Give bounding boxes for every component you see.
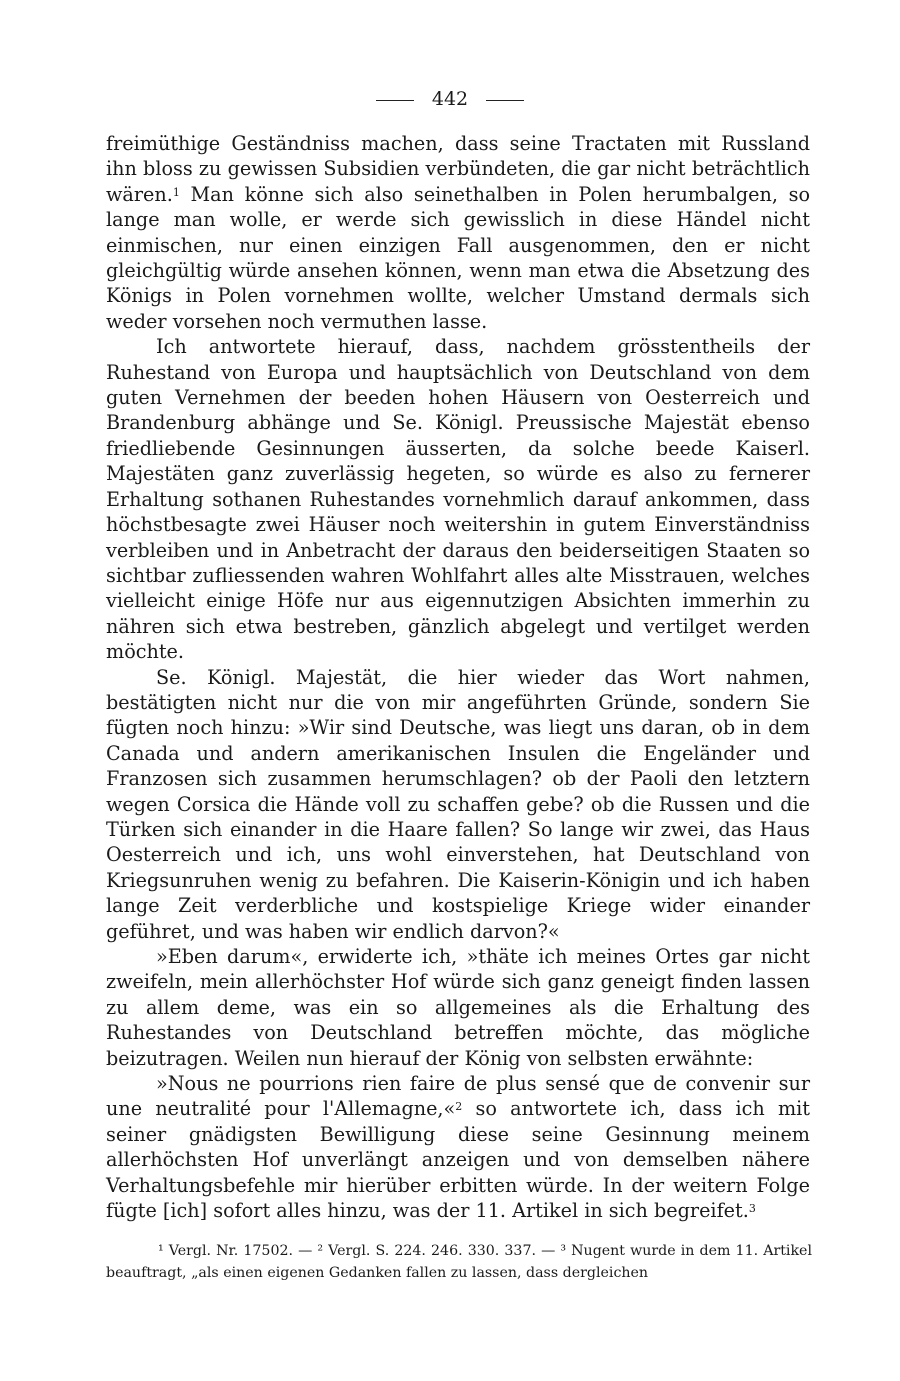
page-number: 442: [431, 88, 469, 110]
header-rule-right: [486, 100, 524, 101]
header-rule-left: [376, 100, 414, 101]
paragraph: [106, 131, 810, 334]
paragraph-text: freimüthige Geständniss machen, dass seine Tractaten mit Russland ihn bloss zu gewissen Subsidien verbündeten, die gar nicht beträchtlich wären.: [106, 132, 810, 206]
paragraph-text: Se. Königl. Majestät, die hier wieder das Wort nahmen, bestätigten nicht nur die von mir angeführten Gründe, sondern Sie fügten noch hinzu: »Wir sind Deutsche, was liegt uns daran, ob in dem Canada und andern amerikanischen Insulen die Engeländer und Franzosen sich zusammen herumschlagen? ob der Paoli den letztern wegen Corsica die Hände voll zu schaffen gebe? ob die Russen und die Türken sich einander in die Haare fallen? So lange wir zwei, das Haus Oesterreich und ich, uns wohl einverstehen, hat Deutschland von Kriegsunruhen wenig zu befahren. Die Kaiserin-Königin und ich haben lange Zeit verderbliche und kostspielige Kriege wider einander geführet, und was haben wir endlich darvon?«: [106, 665, 810, 943]
main-text: [106, 131, 810, 1223]
paragraph: [106, 334, 810, 664]
footnotes: [106, 1240, 812, 1284]
paragraph-text: »Nous ne pourrions rien faire de plus sensé que de convenir sur une neutralité pour l'Allemagne,«: [106, 1072, 810, 1121]
footnote-text: ¹ Vergl. Nr. 17502. — ² Vergl. S. 224. 246. 330. 337. — ³ Nugent wurde in dem 11. Artikel beauftragt, „als einen eigenen Gedanken fallen zu lassen, dass dergleichen: [106, 1243, 812, 1281]
page-header: [0, 86, 900, 112]
footnote-ref: 2: [455, 1100, 463, 1114]
paragraph: [106, 665, 810, 944]
paragraph-text: so antwortete ich, dass ich mit seiner gnädigsten Bewilligung diese seine Gesinnung meinem allerhöchsten Hof unverlängt anzeigen und von demselben nähere Verhaltungsbefehle mir hierüber erbitten würde. In der weitern Folge fügte [ich] sofort alles hinzu, was der 11. Artikel in sich begreifet.: [106, 1097, 810, 1223]
paragraph-text: »Eben darum«, erwiderte ich, »thäte ich meines Ortes gar nicht zweifeln, mein allerhöchster Hof würde sich ganz geneigt finden lassen zu allem deme, was ein so allgemeines als die Erhaltung des Ruhestandes von Deutschland betreffen möchte, das mögliche beizutragen. Weilen nun hierauf der König von selbsten erwähnte:: [106, 945, 810, 1070]
paragraph-text: Ich antwortete hierauf, dass, nachdem grösstentheils der Ruhestand von Europa und hauptsächlich von Deutschland von dem guten Vernehmen der beeden hohen Häusern von Oesterreich und Brandenburg abhänge und Se. Königl. Preussische Majestät ebenso friedliebende Gesinnungen äusserten, da solche beede Kaiserl. Majestäten ganz zuverlässig hegeten, so würde es also zu fernerer Erhaltung sothanen Ruhestandes vornehmlich darauf ankommen, dass höchstbesagte zwei Häuser noch weitershin in gutem Einverständniss verbleiben und in Anbetracht der daraus den beiderseitigen Staaten so sichtbar zufliessenden wahren Wohlfahrt alles alte Misstrauen, welches vielleicht einige Höfe nur aus eigennutzigen Absichten immerhin zu nähren sich etwa bestreben, gänzlich abgelegt und vertilget werden möchte.: [106, 335, 810, 664]
footnote-ref: 1: [172, 185, 180, 199]
footnote-ref: 3: [748, 1202, 756, 1216]
paragraph: [106, 944, 810, 1071]
paragraph-text: Man könne sich also seinethalben in Polen herumbalgen, so lange man wolle, er werde sich gewisslich in diese Händel nicht einmischen, nur einen einzigen Fall ausgenommen, den er nicht gleichgültig würde ansehen können, wenn man etwa die Absetzung des Königs in Polen vornehmen wollte, welcher Umstand dermals sich weder vorsehen noch vermuthen lasse.: [106, 182, 810, 333]
paragraph: [106, 1071, 810, 1223]
